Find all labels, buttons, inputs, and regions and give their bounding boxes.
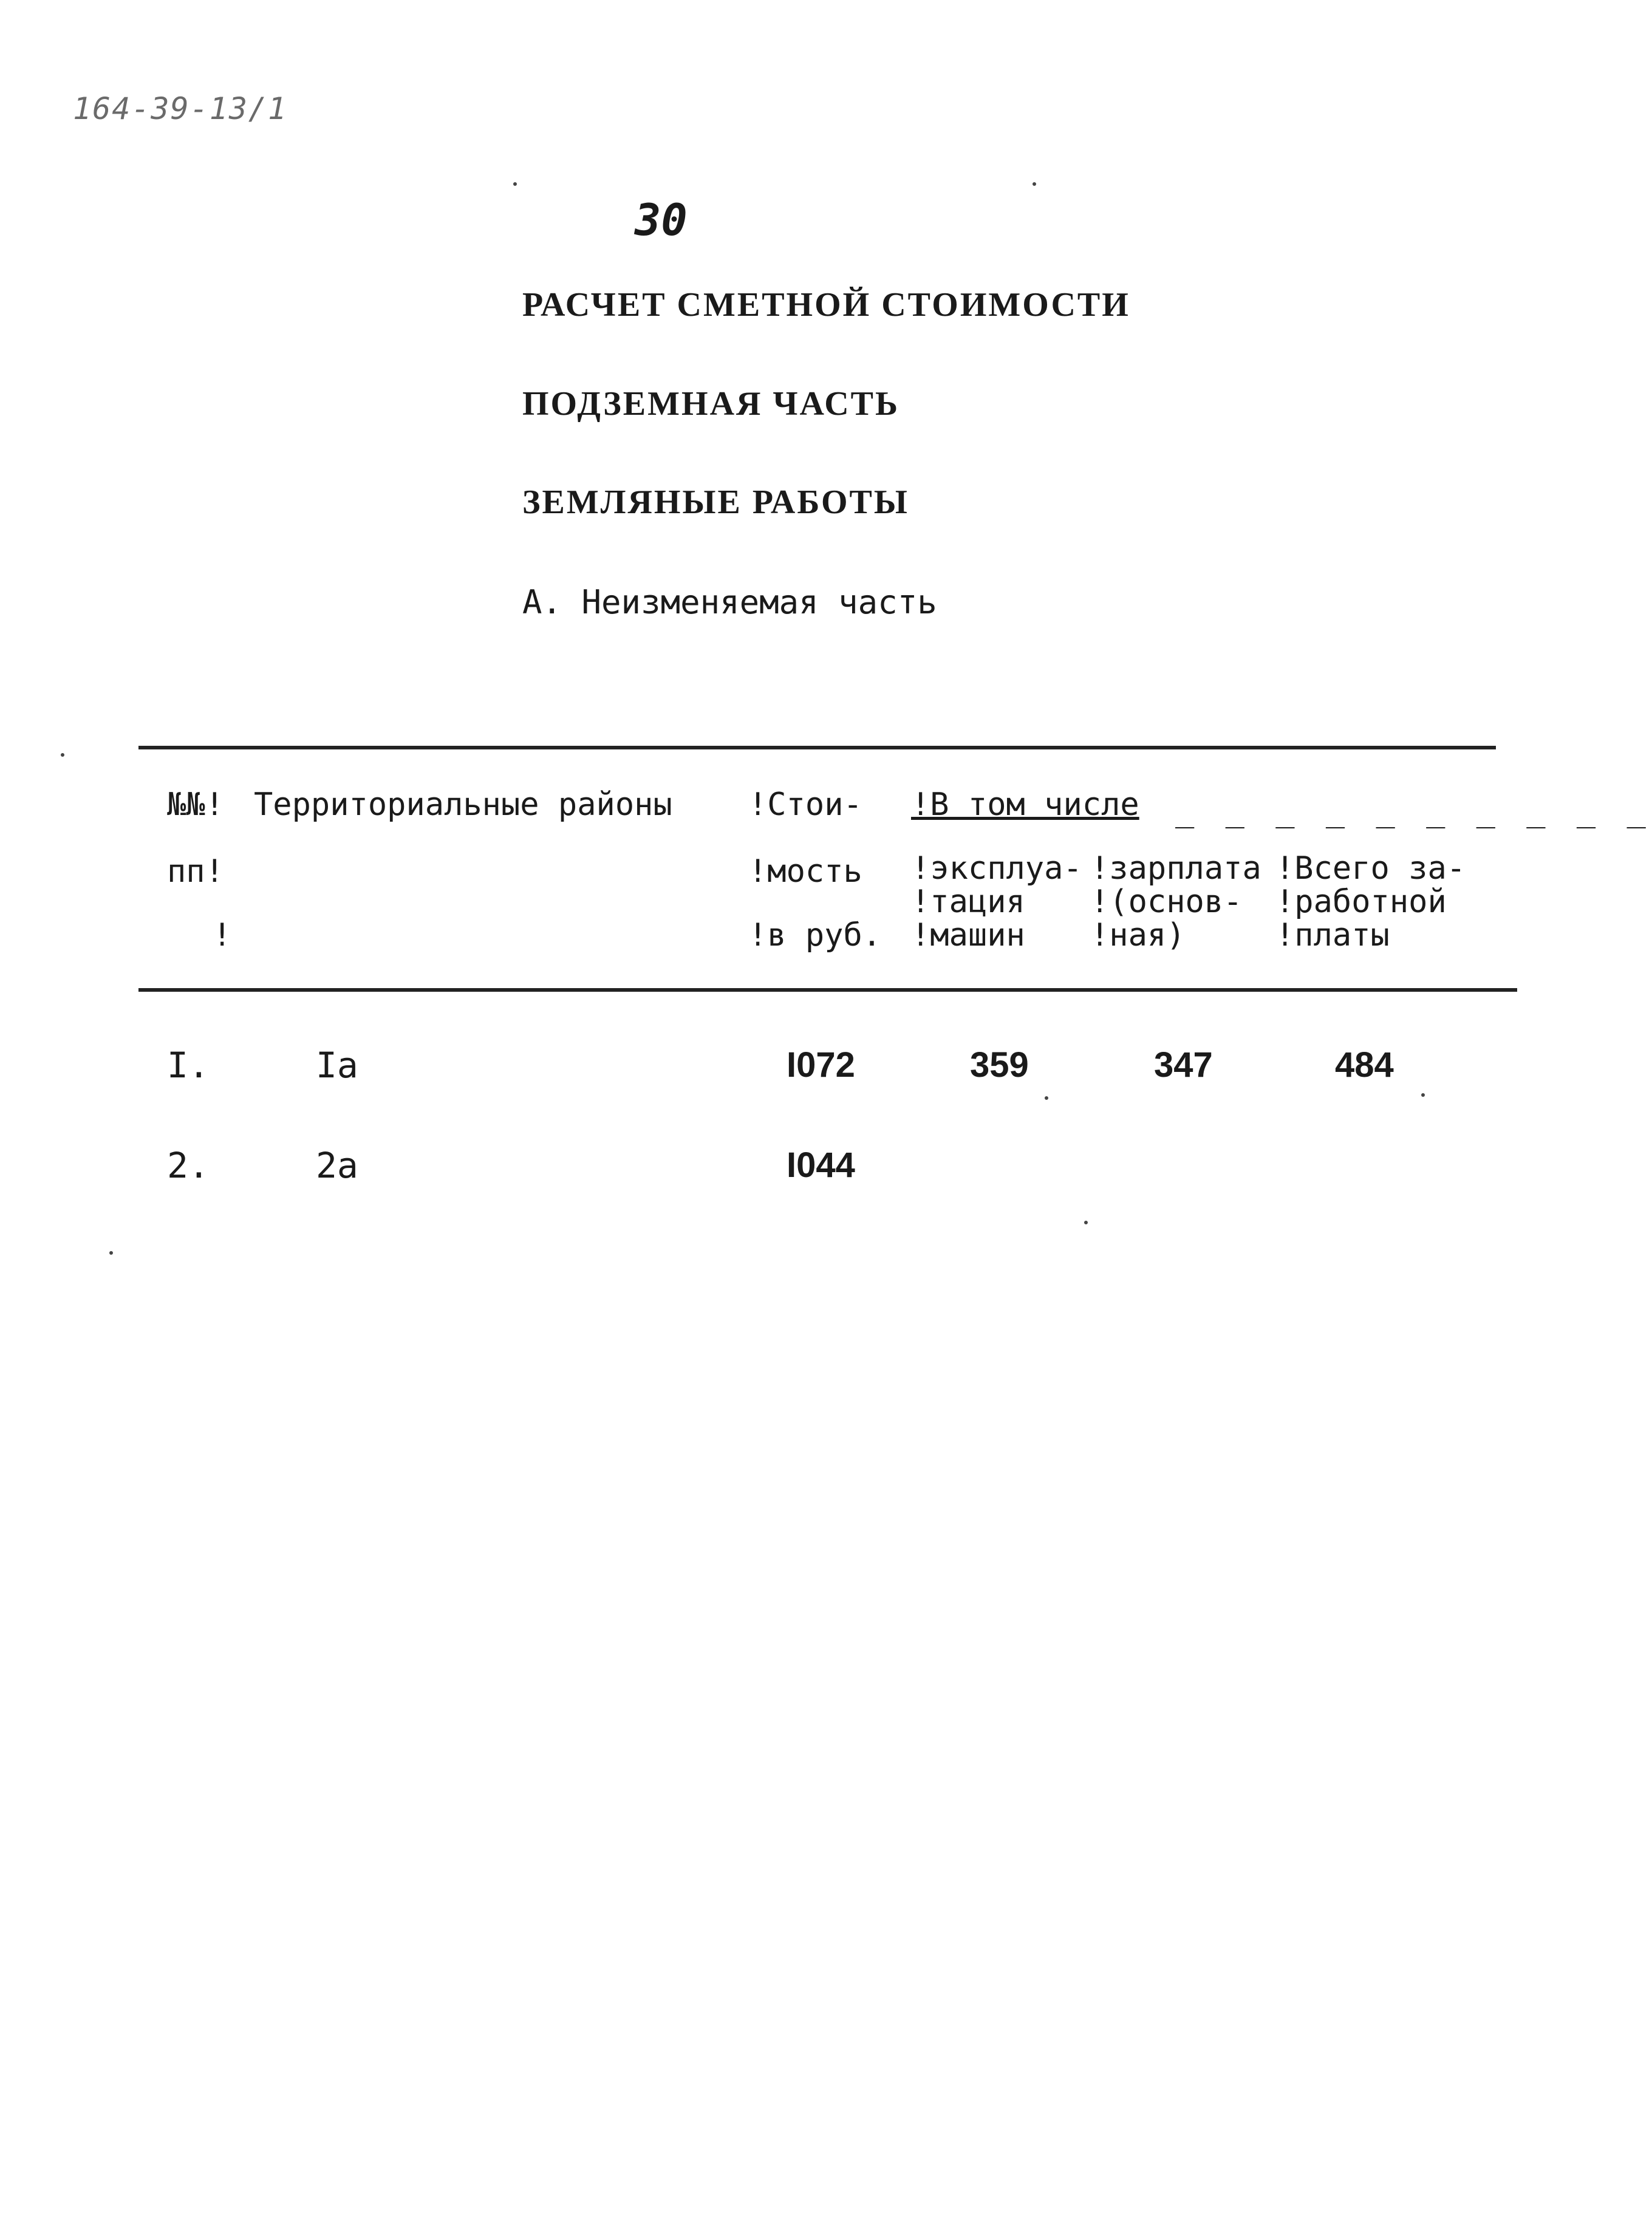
table-top-rule <box>138 746 1496 749</box>
subsection-heading: ЗЕМЛЯНЫЕ РАБОТЫ <box>522 483 909 521</box>
header-machines-1: !эксплуа- <box>911 850 1082 887</box>
scan-speck <box>513 182 517 186</box>
scan-speck <box>1032 182 1036 186</box>
header-cost-2: !мость <box>748 853 862 890</box>
row-cost: I072 <box>787 1045 855 1085</box>
header-total-2: !работной <box>1275 884 1447 920</box>
scan-speck <box>1084 1221 1088 1224</box>
header-num-2: пп! <box>167 853 224 890</box>
document-title: РАСЧЕТ СМЕТНОЙ СТОИМОСТИ <box>522 286 1130 324</box>
header-including-dashes: _ _ _ _ _ _ _ _ _ _ <box>1175 793 1652 829</box>
row-number: 2. <box>167 1145 210 1186</box>
scan-speck <box>61 753 64 757</box>
row-total-wage: 484 <box>1335 1045 1394 1085</box>
header-machines-3: !машин <box>911 917 1025 953</box>
row-region: 2а <box>316 1145 358 1186</box>
header-machines-2: !тация <box>911 884 1025 920</box>
header-num-1: №№! <box>167 786 224 823</box>
scan-speck <box>109 1251 113 1255</box>
row-machines: 359 <box>970 1045 1029 1085</box>
row-cost: I044 <box>787 1145 855 1185</box>
row-region: Iа <box>316 1045 358 1086</box>
row-number: I. <box>167 1045 210 1086</box>
page-number: 30 <box>635 194 688 245</box>
header-wage-3: !ная) <box>1090 917 1186 953</box>
part-heading: А. Неизменяемая часть <box>522 583 937 621</box>
header-wage-2: !(основ- <box>1090 884 1243 920</box>
header-cost-1: !Стои- <box>748 786 862 823</box>
header-region: Территориальные районы <box>254 786 672 823</box>
header-cost-3: !в руб. <box>748 917 882 953</box>
header-num-3: ! <box>213 917 232 953</box>
header-total-3: !платы <box>1275 917 1390 953</box>
header-including: !В том числе <box>911 786 1139 823</box>
header-total-1: !Всего за- <box>1275 850 1466 887</box>
scan-speck <box>1421 1093 1425 1097</box>
header-wage-1: !зарплата <box>1090 850 1261 887</box>
row-wage: 347 <box>1154 1045 1213 1085</box>
table-header-rule <box>138 988 1517 992</box>
archive-stamp: 164-39-13/1 <box>73 91 288 126</box>
section-heading: ПОДЗЕМНАЯ ЧАСТЬ <box>522 385 900 423</box>
scan-speck <box>1045 1096 1048 1100</box>
